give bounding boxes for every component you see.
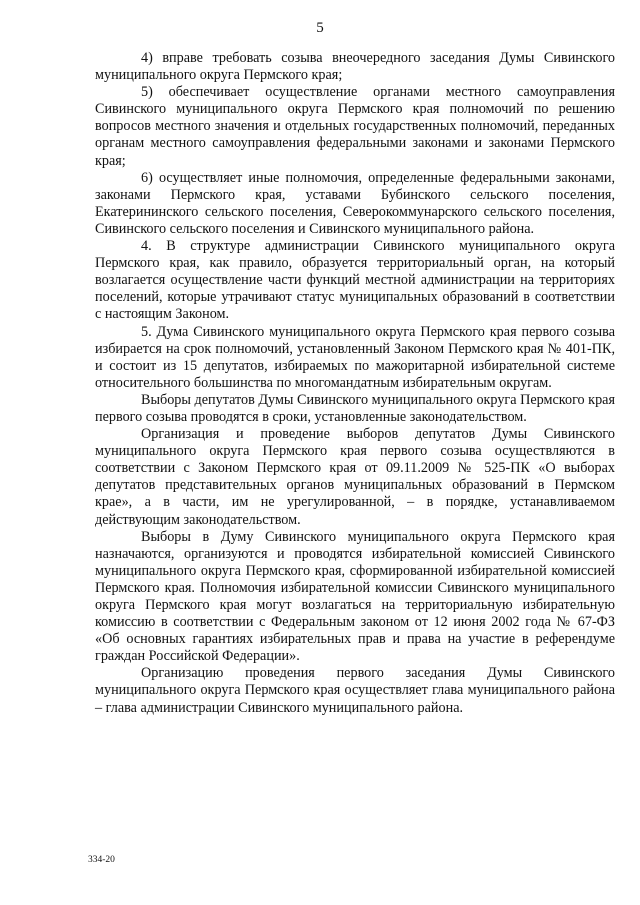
paragraph: 5) обеспечивает осуществление органами местного самоуправления Сивинского муниципального округа Пермского края полномочий по решению вопросов местного значения и отдельных государственных полномочий, переданных органам местного самоуправления федеральными законами и законами Пермского края; — [95, 84, 615, 169]
paragraph: 4) вправе требовать созыва внеочередного заседания Думы Сивинского муниципального округа Пермского края; — [95, 50, 615, 84]
footer-code: 334-20 — [88, 855, 115, 865]
paragraph: Организация и проведение выборов депутатов Думы Сивинского муниципального округа Пермского края первого созыва осуществляются в соответствии с Законом Пермского края от 09.11.2009 № 525-ПК «О выборах депутатов представительных органов муниципальных образований в Пермском крае», а в части, им не урегулированной, – в порядке, устанавливаемом действующим законодательством. — [95, 426, 615, 528]
paragraph: 5. Дума Сивинского муниципального округа Пермского края первого созыва избирается на срок полномочий, установленный Законом Пермского края № 401-ПК, и состоит из 15 депутатов, избираемых по мажоритарной избирательной системе относительного большинства по многомандатным избирательным округам. — [95, 323, 615, 391]
page-number: 5 — [316, 20, 324, 36]
paragraph: Выборы депутатов Думы Сивинского муниципального округа Пермского края первого созыва проводятся в сроки, установленные законодательством. — [95, 391, 615, 425]
paragraph: Выборы в Думу Сивинского муниципального округа Пермского края назначаются, организуются и проводятся избирательной комиссией Сивинского муниципального округа Пермского края, сформированной избирательной комиссией Пермского края. Полномочия избирательной комиссии Сивинского муниципального округа Пермского края могут возлагаться на территориальную избирательную комиссию в соответствии с Федеральным законом от 12 июня 2002 года № 67-ФЗ «Об основных гарантиях избирательных прав и права на участие в референдуме граждан Российской Федерации». — [95, 528, 615, 665]
paragraph: Организацию проведения первого заседания Думы Сивинского муниципального округа Пермского края осуществляет глава муниципального района – глава администрации Сивинского муниципального района. — [95, 665, 615, 716]
paragraph: 4. В структуре администрации Сивинского муниципального округа Пермского края, как правило, образуется территориальный орган, на который возлагается осуществление части функций местной администрации на территориях поселений, которые утрачивают статус муниципальных образований в соответствии с настоящим Законом. — [95, 238, 615, 323]
paragraph: 6) осуществляет иные полномочия, определенные федеральными законами, законами Пермского края, уставами Бубинского сельского поселения, Екатерининского сельского поселения, Северокоммунарского сельского поселения, Сивинского сельского поселения и Сивинского муниципального района. — [95, 169, 615, 237]
document-body — [95, 50, 615, 717]
